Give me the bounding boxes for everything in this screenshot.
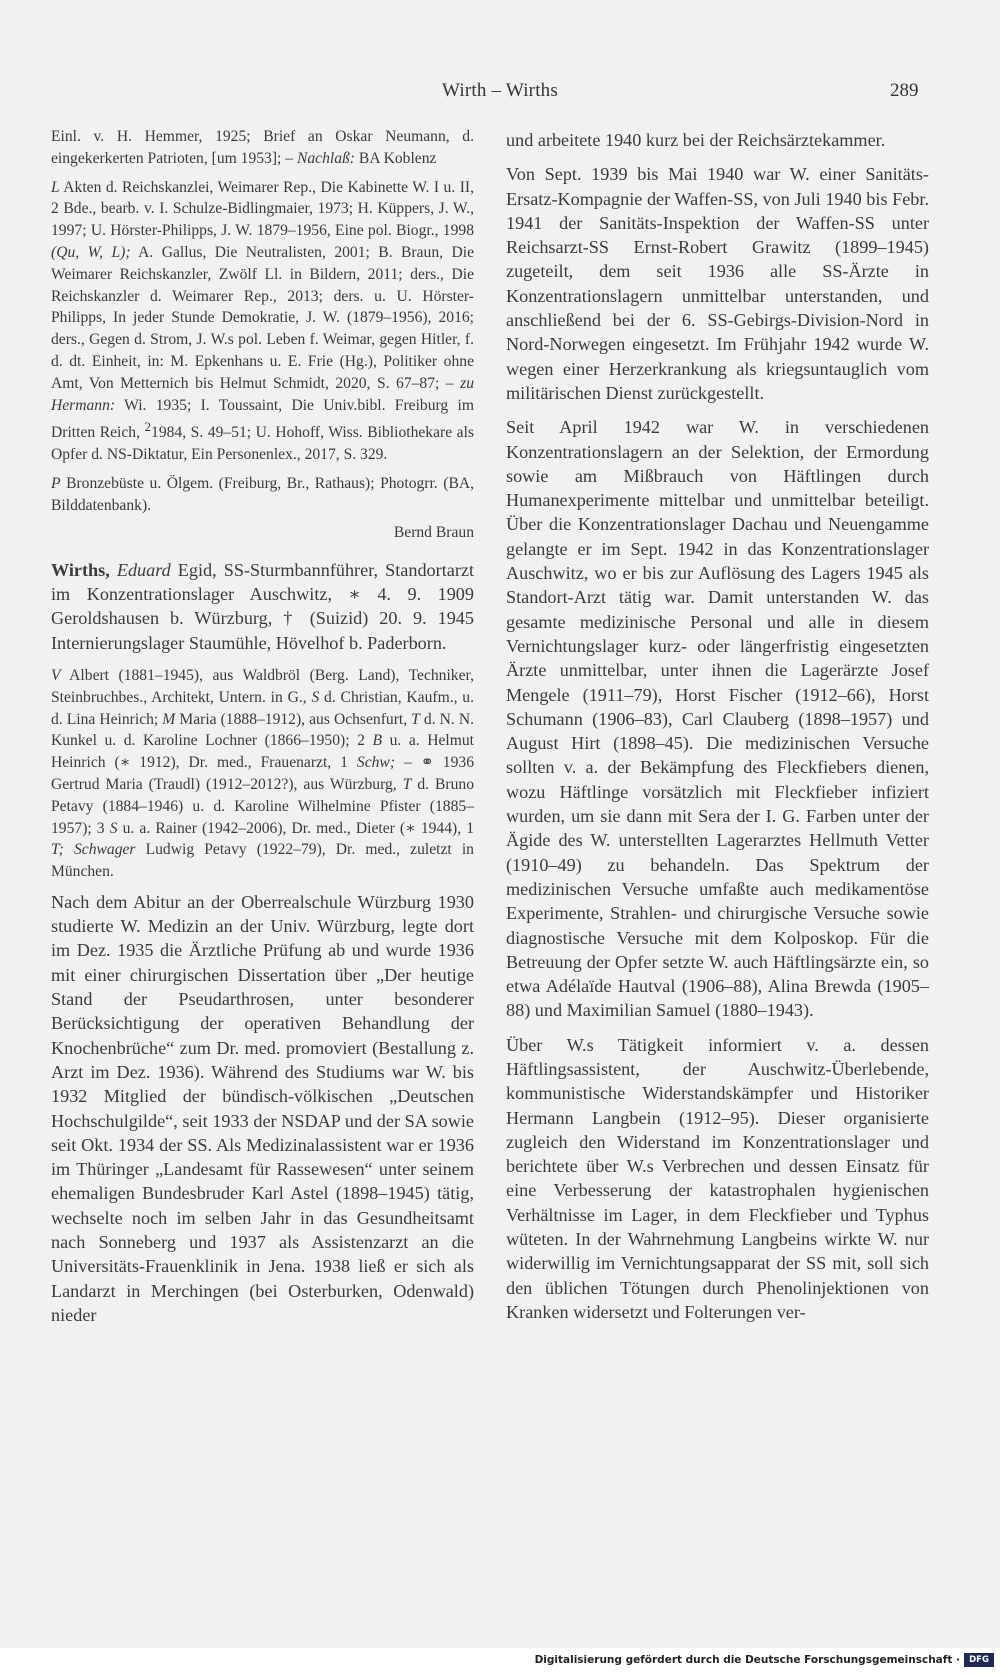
author-signature: Bernd Braun xyxy=(393,523,474,541)
biography-paragraph-2: und arbeitete 1940 kurz bei der Reichsärztekammer. xyxy=(506,130,886,150)
literature-section: L Akten d. Reichskanzlei, Weimarer Rep., Die Kabinette W. I u. II, 2 Bde., bearb. v. I. Schulze-Bidlingmaier, 1973; H. Küppers, J. W., 1997; U. Hörster-Philipps, J. W. 1879–1956, Eine pol. Biogr., 1998 (Qu, W, L); A. Gallus, Die Neutralisten, 2001; B. Braun, Die Weimarer Reichskanzler, Zwölf Ll. in Bildern, 2011; ders., Die Reichskanzler d. Weimarer Rep., 2013; ders. u. U. Hörster-Philipps, In jeder Stunde Demokratie, J. W. (1879–1956), 2016; ders., Gegen d. Strom, J. W.s pol. Leben f. Weimar, gegen Hitler, f. d. dt. Einheit, in: M. Epkenhans u. E. Frie (Hg.), Politiker ohne Amt, Von Metternich bis Helmut Schmidt, 2020, S. 67–87; – zu Hermann: Wi. 1935; I. Toussaint, Die Univ.bibl. Freiburg im Dritten Reich, $^2$1984, S. 49–51; U. Hohoff, Wiss. Bibliothekare als Opfer d. NS-Diktatur, Ein Personenlex., 2017, S. 329. xyxy=(51,178,474,464)
page-number: 289 xyxy=(890,80,919,101)
left-column xyxy=(51,126,474,1337)
entry-heading: Wirths, Eduard Egid, SS-Sturmbannführer, Standortarzt im Konzentrationslager Auschwitz, ∗ 4. 9. 1909 Geroldshausen b. Würzburg, † (Suizid) 20. 9. 1945 Internierungslager Staumühle, Hövelhof b. Paderborn. xyxy=(51,559,474,653)
biography-paragraph-4: Seit April 1942 war W. in verschiedenen Konzentrationslagern an der Selektion, der Ermordung sowie am Mißbrauch von Häftlingen durch Humanexperimente mittelbar und unmittelbar beteiligt. Über die Konzentrationslager Dachau und Neuengamme gelangte er im Sept. 1942 in das Konzentrationslager Auschwitz, wo er bis zur Auflösung des Lagers 1945 als Standort-Arzt tätig war. Damit unterstanden W. das gesamte medizinische Personal und alle in diesem Vernichtungslager kurz- oder längerfristig eingesetzten Ärzte unmittelbar, unter ihnen die Lagerärzte Josef Mengele (1911–79), Horst Fischer (1912–66), Horst Schumann (1906–83), Carl Clauberg (1898–1957) und August Hirt (1898–45). Die medizinischen Versuche sollten v. a. der Bekämpfung des Fleckfiebers dienen, wozu Häftlinge vorsätzlich mit Fleckfieber infiziert wurden, um sie dann mit Sera der I. G. Farben unter der Ägide des W. unterstellten Lagerarztes Hellmuth Vetter (1910–49) zu behandeln. Das Spektrum der medizinischen Versuche umfaßte auch medikamentöse Experimente, Strahlen- und chirurgische Versuche sowie diagnostische Versuche mit dem Kolposkop. Für die Betreuung der Opfer setzte W. auch Häftlingsärzte ein, so etwa Adélaïde Hautval (1906–88), Alina Brewda (1905–88) und Maximilian Samuel (1880–1943). xyxy=(506,417,929,1021)
footer-text: Digitalisierung gefördert durch die Deutsche Forschungsgemeinschaft · xyxy=(534,1654,960,1666)
works-continuation: Einl. v. H. Hemmer, 1925; Brief an Oskar Neumann, d. eingekerkerten Patrioten, [um 1953]; – Nachlaß: BA Koblenz xyxy=(51,128,474,167)
digitization-footer xyxy=(0,1648,1000,1675)
lemma: Wirths, xyxy=(51,559,110,580)
biography-paragraph-1: Nach dem Abitur an der Oberrealschule Würzburg 1930 studierte W. Medizin an der Univ. Würzburg, legte dort im Dez. 1935 die Ärztliche Prüfung ab und wurde 1936 mit einer chirurgischen Dissertation über „Der heutige Stand der Pseudarthrosen, unter besonderer Berücksichtigung der operativen Behandlung der Knochenbrüche“ zum Dr. med. promoviert (Bestallung z. Arzt im Dez. 1936). Während des Studiums war W. bis 1932 Mitglied der bündisch-völkischen „Deutschen Hochschulgilde“, seit 1933 der NSDAP und der SA sowie seit Okt. 1934 der SS. Als Medizinalassistent war er 1936 im Thüringer „Landesamt für Rassewesen“ unter seinem ehemaligen Bundesbruder Karl Astel (1898–1945) tätig, wechselte noch im selben Jahr in das Gesundheitsamt nach Sonneberg und 1937 als Assistenzarzt an die Universitäts-Frauenklinik in Jena. 1938 ließ er sich als Landarzt in Merchingen (bei Osterburken, Odenwald) nieder xyxy=(51,891,474,1325)
biography-paragraph-3: Von Sept. 1939 bis Mai 1940 war W. einer Sanitäts-Ersatz-Kompagnie der Waffen-SS, von Juli 1940 bis Febr. 1941 der Sanitäts-Inspektion der Waffen-SS unter Reichsarzt-SS Ernst-Robert Grawitz (1899–1945) zugeteilt, dem seit 1936 alle SS-Ärzte in Konzentrationslagern unmittelbar unterstanden, und anschließend bei der 6. SS-Gebirgs-Division-Nord in Nord-Norwegen eingesetzt. Im Frühjahr 1942 wurde W. wegen einer Herzerkrankung als kriegsuntauglich vom militärischen Dienst zurückgestellt. xyxy=(506,164,929,403)
dfg-logo-icon: DFG xyxy=(964,1653,994,1667)
genealogy-section: V Albert (1881–1945), aus Waldbröl (Berg. Land), Techniker, Steinbruchbes., Architekt, Untern. in G., S d. Christian, Kaufm., u. d. Lina Heinrich; M Maria (1888–1912), aus Ochsenfurt, T d. N. N. Kunkel u. d. Karoline Lochner (1866–1950); 2 B u. a. Helmut Heinrich (∗ 1912), Dr. med., Frauenarzt, 1 Schw; – ⚭ 1936 Gertrud Maria (Traudl) (1912–2012?), aus Würzburg, T d. Bruno Petavy (1884–1946) u. d. Karoline Wilhelmine Pfister (1885–1957); 3 S u. a. Rainer (1942–2006), Dr. med., Dieter (∗ 1944), 1 T; Schwager Ludwig Petavy (1922–79), Dr. med., zuletzt in München. xyxy=(51,666,475,881)
right-column xyxy=(506,128,929,1334)
portraits-section: P Bronzebüste u. Ölgem. (Freiburg, Br., Rathaus); Photogrr. (BA, Bilddatenbank). xyxy=(51,475,474,514)
running-head: Wirth – Wirths xyxy=(442,80,558,101)
biography-paragraph-5: Über W.s Tätigkeit informiert v. a. dessen Häftlingsassistent, der Auschwitz-Überlebende, kommunistische Widerstandskämpfer und Historiker Hermann Langbein (1912–95). Dieser organisierte zugleich den Widerstand im Konzentrationslager und berichtete über W.s Verbrechen und dessen Einsatz für eine Verbesserung der katastrophalen hygienischen Verhältnisse im Lager, in dem Fleckfieber und Typhus wüteten. In der Wahrnehmung Langbeins wirkte W. nur widerwillig im Vernichtungsapparat der SS mit, soll sich den üblichen Tötungen durch Phenolinjektionen von Kranken widersetzt und Folterungen ver- xyxy=(506,1034,929,1322)
